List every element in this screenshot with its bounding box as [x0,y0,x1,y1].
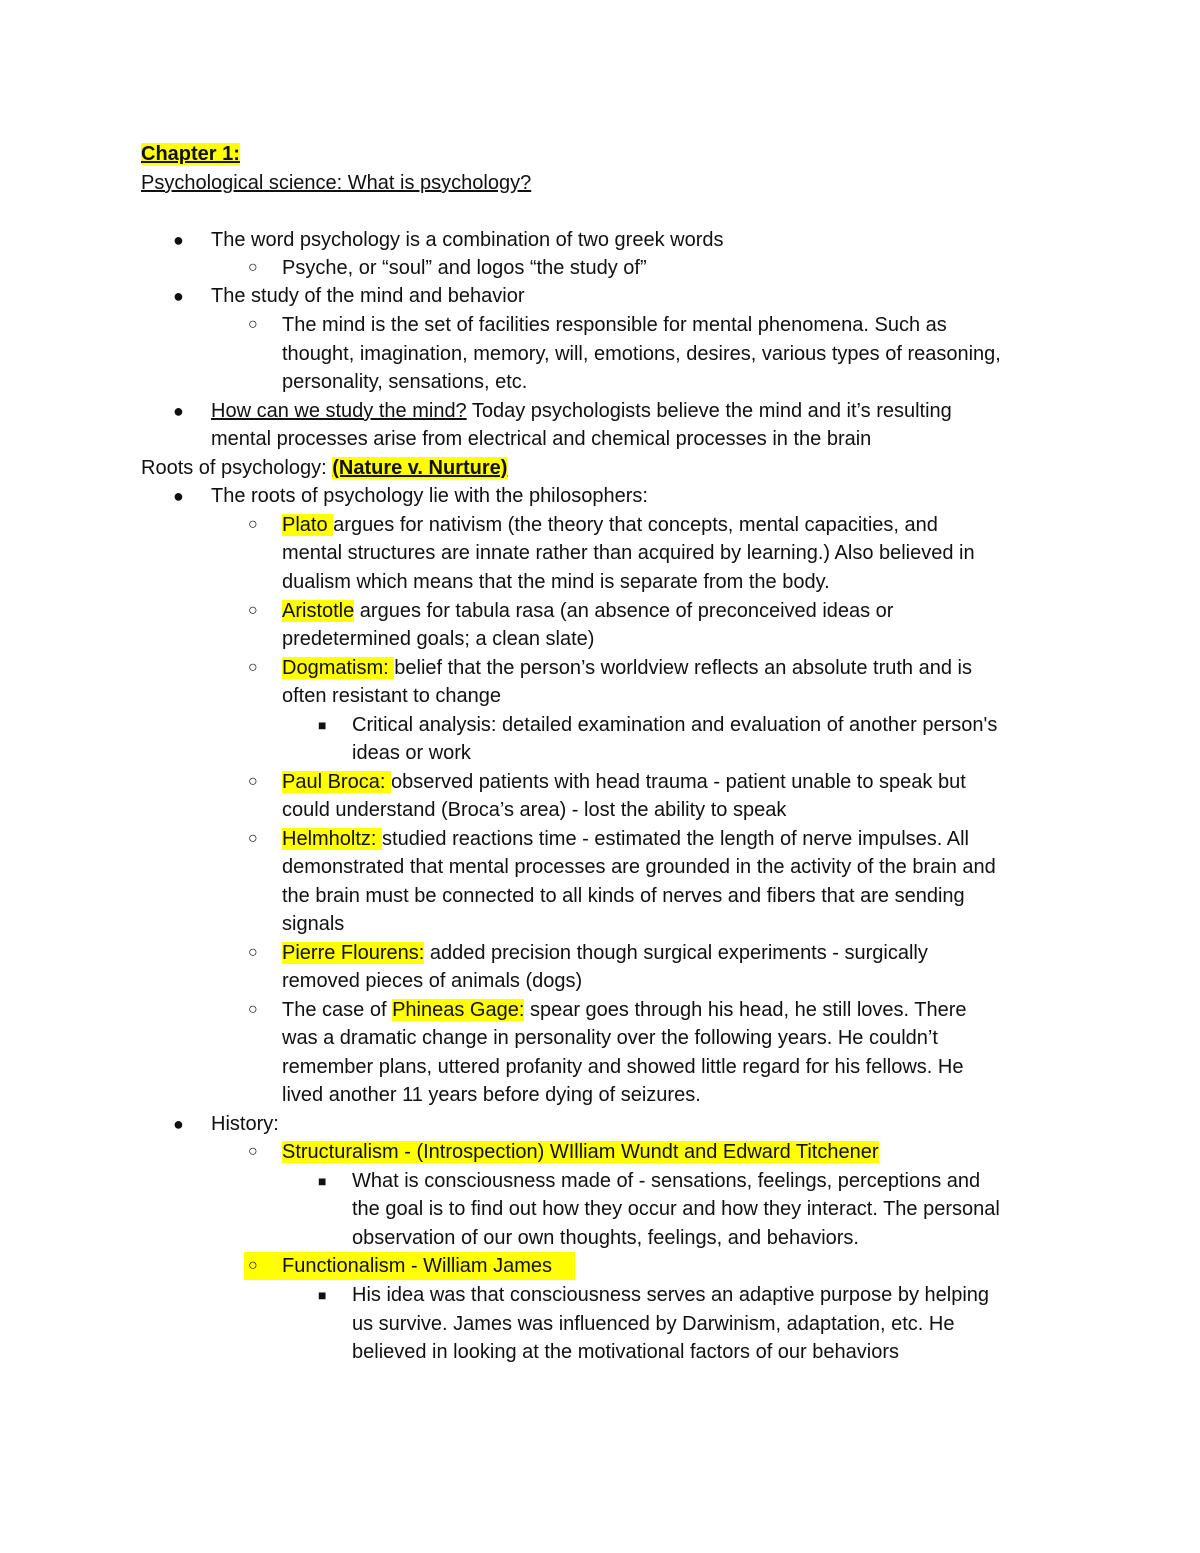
section-title-text: Psychological science: What is psychology? [141,172,532,194]
list-item-continuation: the brain must be connected to all kinds of nerves and fibers that are sending [282,885,965,907]
term-plato: Plato [282,514,334,536]
bullet-circle-icon: ○ [248,659,258,676]
list-item [282,654,972,682]
term-description: argues for nativism (the theory that concepts, mental capacities, and [333,514,938,536]
roots-label: Roots of psychology: [141,457,333,479]
list-item [282,996,967,1024]
list-item: History: [211,1113,279,1135]
list-item: The roots of psychology lie with the philosophers: [211,485,648,507]
bullet-circle-icon: ○ [248,316,258,333]
list-item-continuation: was a dramatic change in personality over the following years. He couldn’t [282,1027,938,1049]
list-item [282,825,969,853]
term-description: argues for tabula rasa (an absence of preconceived ideas or [354,600,894,622]
bullet-square-icon: ■ [318,1173,327,1189]
list-item [282,511,938,539]
list-item-continuation: predetermined goals; a clean slate) [282,628,595,650]
roots-heading [141,454,507,482]
chapter-title: Chapter 1: [141,143,240,165]
bullet-circle-icon: ○ [248,259,258,276]
term-description: added precision though surgical experiments - surgically [424,942,928,964]
term-description: belief that the person’s worldview reflects an absolute truth and is [394,657,972,679]
list-item [211,397,952,425]
bullet-circle-icon: ○ [248,1257,258,1274]
list-item-continuation: mental processes arise from electrical and chemical processes in the brain [211,428,872,450]
term-prefix: The case of [282,999,393,1021]
term-broca: Paul Broca: [282,771,391,793]
bullet-disc-icon: ● [173,1114,184,1134]
term-gage: Phineas Gage: [392,999,525,1021]
term-functionalism: Functionalism - William James [282,1255,553,1277]
bullet-circle-icon: ○ [248,830,258,847]
bullet-circle-icon: ○ [248,602,258,619]
list-item: Psyche, or “soul” and logos “the study of” [282,257,647,279]
list-item-continuation: dualism which means that the mind is separate from the body. [282,571,830,593]
list-item [282,768,966,796]
bullet-circle-icon: ○ [248,944,258,961]
list-item-continuation: often resistant to change [282,685,502,707]
bullet-circle-icon: ○ [248,1001,258,1018]
list-item-continuation: signals [282,913,345,935]
section-title [141,169,531,197]
list-item-continuation: believed in looking at the motivational factors of our behaviors [352,1341,899,1363]
list-item-continuation: demonstrated that mental processes are grounded in the activity of the brain and [282,856,996,878]
bullet-square-icon: ■ [318,1287,327,1303]
list-item-continuation: observation of our own thoughts, feelings, and behaviors. [352,1227,859,1249]
bullet-disc-icon: ● [173,401,184,421]
list-item-continuation: lived another 11 years before dying of seizures. [282,1084,701,1106]
bullet-disc-icon: ● [173,286,184,306]
list-item [282,1138,879,1166]
term-description: observed patients with head trauma - patient unable to speak but [390,771,966,793]
bullet-circle-icon: ○ [248,773,258,790]
list-item-continuation: us survive. James was influenced by Darwinism, adaptation, etc. He [352,1313,955,1335]
list-item-continuation: could understand (Broca’s area) - lost the ability to speak [282,799,787,821]
term-helmholtz: Helmholtz: [282,828,383,850]
question-text: How can we study the mind? [211,400,467,422]
list-item: The study of the mind and behavior [211,285,525,307]
term-dogmatism: Dogmatism: [282,657,395,679]
list-item: What is consciousness made of - sensations, feelings, perceptions and [352,1170,981,1192]
bullet-circle-icon: ○ [248,516,258,533]
list-item: His idea was that consciousness serves an adaptive purpose by helping [352,1284,990,1306]
chapter-heading [141,140,240,168]
bullet-disc-icon: ● [173,486,184,506]
term-description: studied reactions time - estimated the length of nerve impulses. All [382,828,969,850]
list-item-continuation: removed pieces of animals (dogs) [282,970,583,992]
term-aristotle: Aristotle [282,600,355,622]
answer-text: Today psychologists believe the mind and it’s resulting [466,400,952,422]
list-item-continuation: mental structures are innate rather than acquired by learning.) Also believed in [282,542,975,564]
list-item [282,939,928,967]
bullet-square-icon: ■ [318,717,327,733]
list-item [282,597,893,625]
term-description: spear goes through his head, he still loves. There [524,999,967,1021]
list-item-continuation: thought, imagination, memory, will, emotions, desires, various types of reasoning, [282,343,1001,365]
bullet-disc-icon: ● [173,230,184,250]
bullet-circle-icon: ○ [248,1143,258,1160]
list-item-continuation: remember plans, uttered profanity and showed little regard for his fellows. He [282,1056,964,1078]
list-item: The word psychology is a combination of two greek words [211,229,724,251]
list-item [282,1252,552,1280]
list-item-continuation: ideas or work [352,742,471,764]
list-item: Critical analysis: detailed examination and evaluation of another person's [352,714,998,736]
list-item-continuation: personality, sensations, etc. [282,371,528,393]
list-item-continuation: the goal is to find out how they occur and how they interact. The personal [352,1198,1000,1220]
term-flourens: Pierre Flourens: [282,942,425,964]
list-item: The mind is the set of facilities responsible for mental phenomena. Such as [282,314,947,336]
roots-highlight: (Nature v. Nurture) [332,457,508,479]
term-structuralism: Structuralism - (Introspection) WIlliam Wundt and Edward Titchener [282,1141,879,1163]
